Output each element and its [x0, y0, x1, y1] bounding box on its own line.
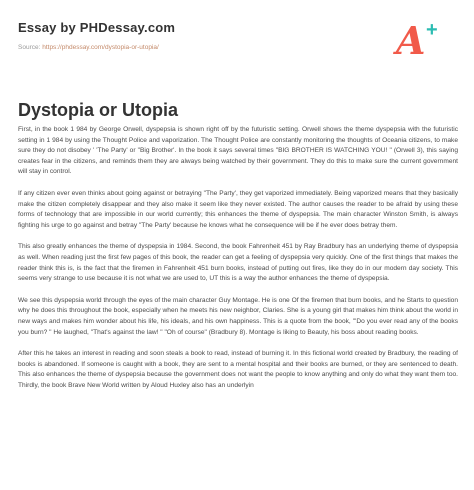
paragraph: First, in the book 1 984 by George Orwell, dyspepsia is shown right off by the futuristic setting. Orwell shows the theme dyspepsia with the futuristic setting in 1 984 by using the Thought Police and vaporization. The Thought Police are constantly monitoring the thoughts of Oceania citizens, to make sure they do not disobey ' 'The Party' or "Big Brother'. In the book it says several times "BIG BROTHER IS WATCHING YOU! " (Orwell 3), this saying creates fear in the citizens, and reminds them they are always being watched by their government. They do this to make sure the current government will stay in control.: [18, 126, 458, 176]
paragraph: If any citizen ever even thinks about going against or betraying "The Party', they get vaporized immediately. Being vaporized means that they basically make the citizen completely disappear and they also make it seem like they never existed. The author causes the reader to be afraid by using these forms of technology that are impossible in our world currently; this enhances the theme of dyspepsia. The main character Winston Smith, is always fighting his urge to go against and betray "The Party' because he knows what he consequence will be if he ever does betray them.: [18, 189, 458, 229]
paragraph: After this he takes an interest in reading and soon steals a book to read, instead of burning it. In this fictional world created by Bradbury, the reading of books is abandoned. If someone is caught with a book, they are sent to a mental hospital and their books are burned, or they are sentenced to death. This also enhances the theme of dyspepsia because the government does not want the people to know anything and only do what they want them too. Thirdly, the book Brave New World written by Aloud Huxley also has an underlyin: [18, 350, 458, 389]
header: [18, 20, 175, 51]
source-label: Source:: [18, 44, 43, 51]
source-line: [18, 44, 175, 51]
logo-letter: A: [396, 18, 426, 63]
paragraph: This also greatly enhances the theme of dyspepsia in 1984. Second, the book Fahrenheit 451 by Ray Bradbury has an underlying theme of dyspepsia as well. When reading just the first few pages of this book, the reader can get a feeling of dyspepsia very quickly. One of the first things that makes the reader think this is, is the fact that the firemen in Fahrenheit 451 burn books, instead of putting out fires, like they do in our modern day society. This seems very strange to use because it is not what we are used to, UT this is a way the author enhances the theme of dyspepsia.: [18, 243, 458, 283]
site-title: Essay by PHDessay.com: [18, 20, 176, 35]
paragraph: We see this dyspepsia world through the eyes of the main character Guy Montage. He is one Of the firemen that burn books, and he Starts to question why he does this throughout the book, especially when he meets his new neighbor, Claries. She is a young girl that makes him think about the world in new ways and makes him wonder about his life, his ideals, and his own happiness. This is a quote from the book, "'Do you ever read any of the books you burn? " He laughed, "That's against the law! " "Oh of course" (Bradbury 8). Montage is liking to Beauty, his boss about reading books.: [18, 296, 458, 336]
essay-body: [18, 125, 458, 402]
document-title: Dystopia or Utopia: [18, 100, 179, 120]
source-link[interactable]: https://phdessay.com/dystopia-or-utopia/: [42, 44, 159, 51]
site-logo: [392, 20, 448, 68]
plus-icon: +: [426, 19, 438, 41]
